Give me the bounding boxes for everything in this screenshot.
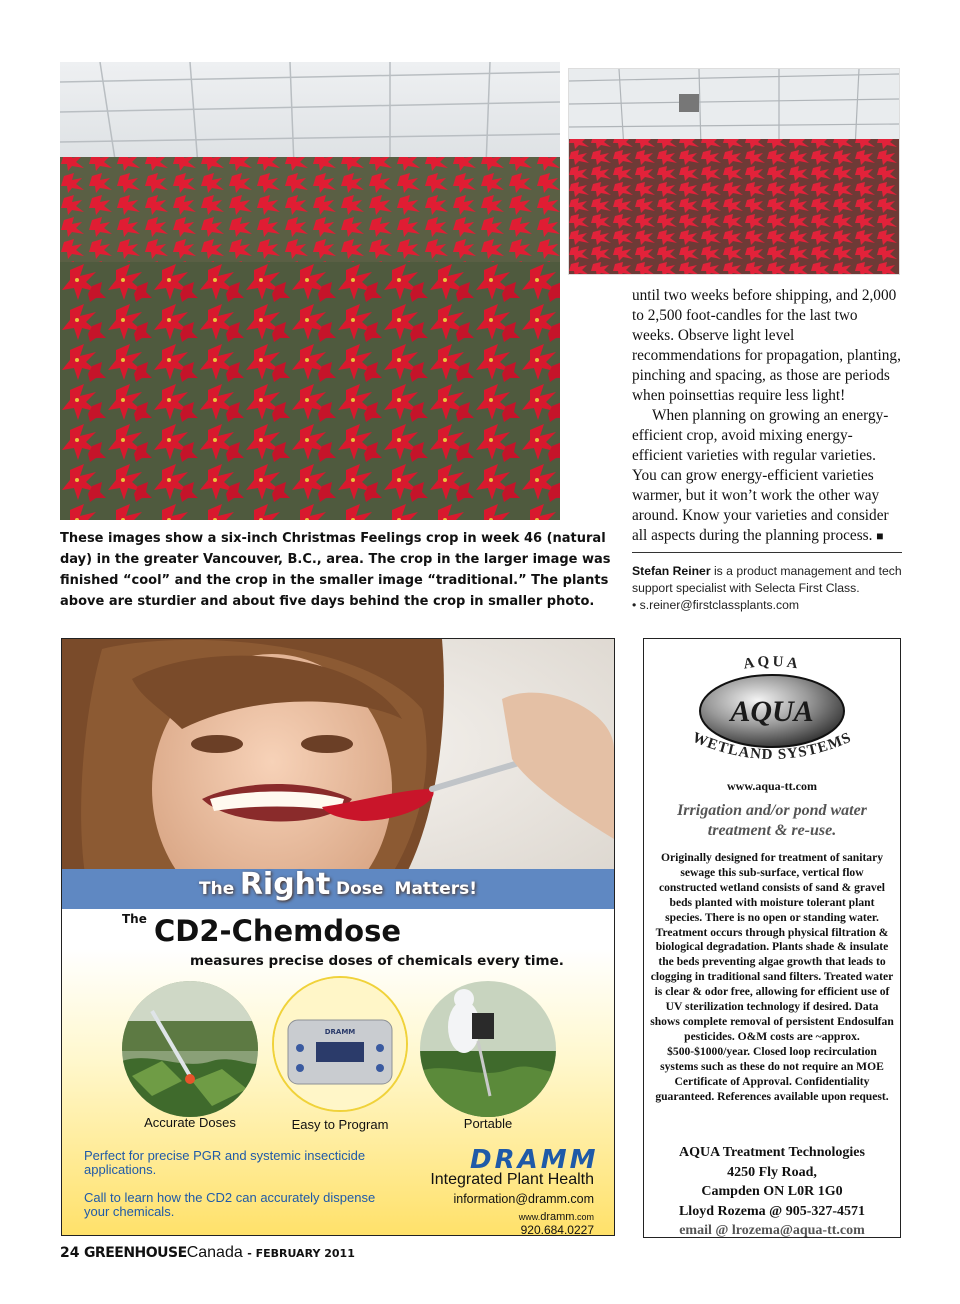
headline-the: The: [199, 879, 235, 899]
cd2-device-photo: [272, 976, 408, 1112]
article-paragraph-text: When planning on growing an energy-efficient crop, avoid mixing energy-efficient varieties with regular varieties. You can grow energy-efficient varieties warmer, but it won’t work the other way around. Know your varieties and consider all aspects during the planning process.: [632, 407, 889, 544]
headline-right: Right: [239, 867, 331, 902]
feature-label: Easy to Program: [291, 1117, 389, 1132]
dramm-advertisement[interactable]: [61, 638, 615, 1236]
dramm-website-name: dramm: [540, 1211, 575, 1223]
aqua-logo-mark: AQUA: [730, 695, 814, 728]
author-bio-text: is a product management and tech support specialist with Selecta First Class.: [632, 564, 902, 595]
aqua-logo-top: AQUA: [742, 653, 802, 673]
aqua-advertisement[interactable]: [643, 638, 901, 1238]
svg-text:AQUA: [742, 654, 802, 673]
greenhouse-dosing-photo: [122, 981, 258, 1117]
product-name: CD2-Chemdose: [154, 914, 401, 948]
page-footer: [60, 1244, 355, 1262]
author-bio: [632, 563, 902, 614]
dramm-logo: DRAMM: [470, 1145, 599, 1175]
poinsettia-photo-large: [60, 62, 560, 520]
aqua-phone: Lloyd Rozema @ 905-327-4571: [678, 1203, 866, 1219]
publication-name-light: Canada: [186, 1244, 243, 1261]
article-paragraph: [632, 406, 902, 546]
aqua-email[interactable]: email @ lrozema@aqua-tt.com: [679, 1223, 865, 1238]
dramm-phone: 920.684.0227: [520, 1223, 594, 1236]
aqua-description: Originally designed for treatment of sanitary sewage this sub-surface, vertical flow constructed wetland consists of sand & gravel beds planted with moisture tolerant plant species. There is no open or standing water. Treatment occurs through physical filtration & biological degradation. Plants shade & insulate the beds preventing algae growth that leads to clogging in traditional sand filters. Treated water is clear & odor free, allowing for efficient use of UV sterilization technology if desired. Data shows complete removal of persistent Endosulfan pesticides. O&M costs are ~approx. $500-$1000/year. Closed loop recirculation systems such as these do not require an MOE Certificate of Approval. Confidentiality guaranteed. References available upon request.: [650, 851, 894, 1103]
aqua-logo-bottom: WETLAND SYSTEMS: [689, 729, 855, 764]
aqua-contact: [644, 1143, 900, 1238]
dramm-tagline: Integrated Plant Health: [430, 1171, 594, 1188]
product-subtitle: measures precise doses of chemicals every time.: [190, 953, 564, 969]
aqua-company: AQUA Treatment Technologies: [679, 1145, 865, 1160]
headline-matters: Matters!: [394, 879, 477, 899]
aqua-tagline: [644, 801, 900, 841]
author-name: Stefan Reiner: [632, 564, 711, 578]
device-brand: DRAMM: [324, 1028, 356, 1036]
dramm-email[interactable]: information@dramm.com: [453, 1192, 594, 1206]
dramm-call-to-action: Call to learn how the CD2 can accurately dispense your chemicals.: [84, 1190, 376, 1219]
feature-label: Portable: [463, 1116, 513, 1131]
aqua-city: Campden ON L0R 1G0: [701, 1184, 843, 1199]
dramm-website-prefix: www.: [518, 1212, 541, 1222]
aqua-tagline-line: Irrigation and/or pond water: [677, 802, 867, 819]
page-number: 24: [60, 1245, 80, 1261]
photo-caption: These images show a six-inch Christmas Feelings crop in week 46 (natural day) in the greater Vancouver, B.C., area. The crop in the larger image was finished “cool” and the crop in the smaller image “traditional.” The plants above are sturdier and about five days behind the crop in smaller photo.: [60, 531, 611, 609]
author-email[interactable]: • s.reiner@firstclassplants.com: [632, 598, 799, 612]
aqua-url[interactable]: www.aqua-tt.com: [727, 779, 817, 793]
aqua-logo: [674, 649, 870, 779]
issue-date: - FEBRUARY 2011: [247, 1247, 355, 1260]
divider: [632, 552, 902, 553]
article-body: [632, 286, 902, 546]
publication-name-bold: GREENHOUSE: [83, 1245, 187, 1261]
poinsettia-photo-small: [568, 68, 900, 275]
aqua-tagline-line: treatment & re-use.: [707, 822, 837, 839]
portable-spraying-photo: [420, 981, 556, 1117]
product-the: The: [122, 912, 147, 926]
ad-headline: [62, 867, 614, 902]
headline-dose: Dose: [335, 879, 384, 899]
dramm-blurb: Perfect for precise PGR and systemic insecticide applications.: [84, 1148, 366, 1177]
end-mark-icon: ■: [876, 529, 884, 543]
feature-label: Accurate Doses: [144, 1115, 236, 1130]
dramm-website[interactable]: [519, 1211, 594, 1223]
dramm-website-suffix: .com: [574, 1212, 594, 1222]
aqua-street: 4250 Fly Road,: [727, 1164, 817, 1180]
article-paragraph: until two weeks before shipping, and 2,000 to 2,500 foot-candles for the last two weeks. Observe light level recommendations for propagation, planting, pinching and spacing, as those are periods when poinsettias require less light!: [632, 287, 901, 404]
